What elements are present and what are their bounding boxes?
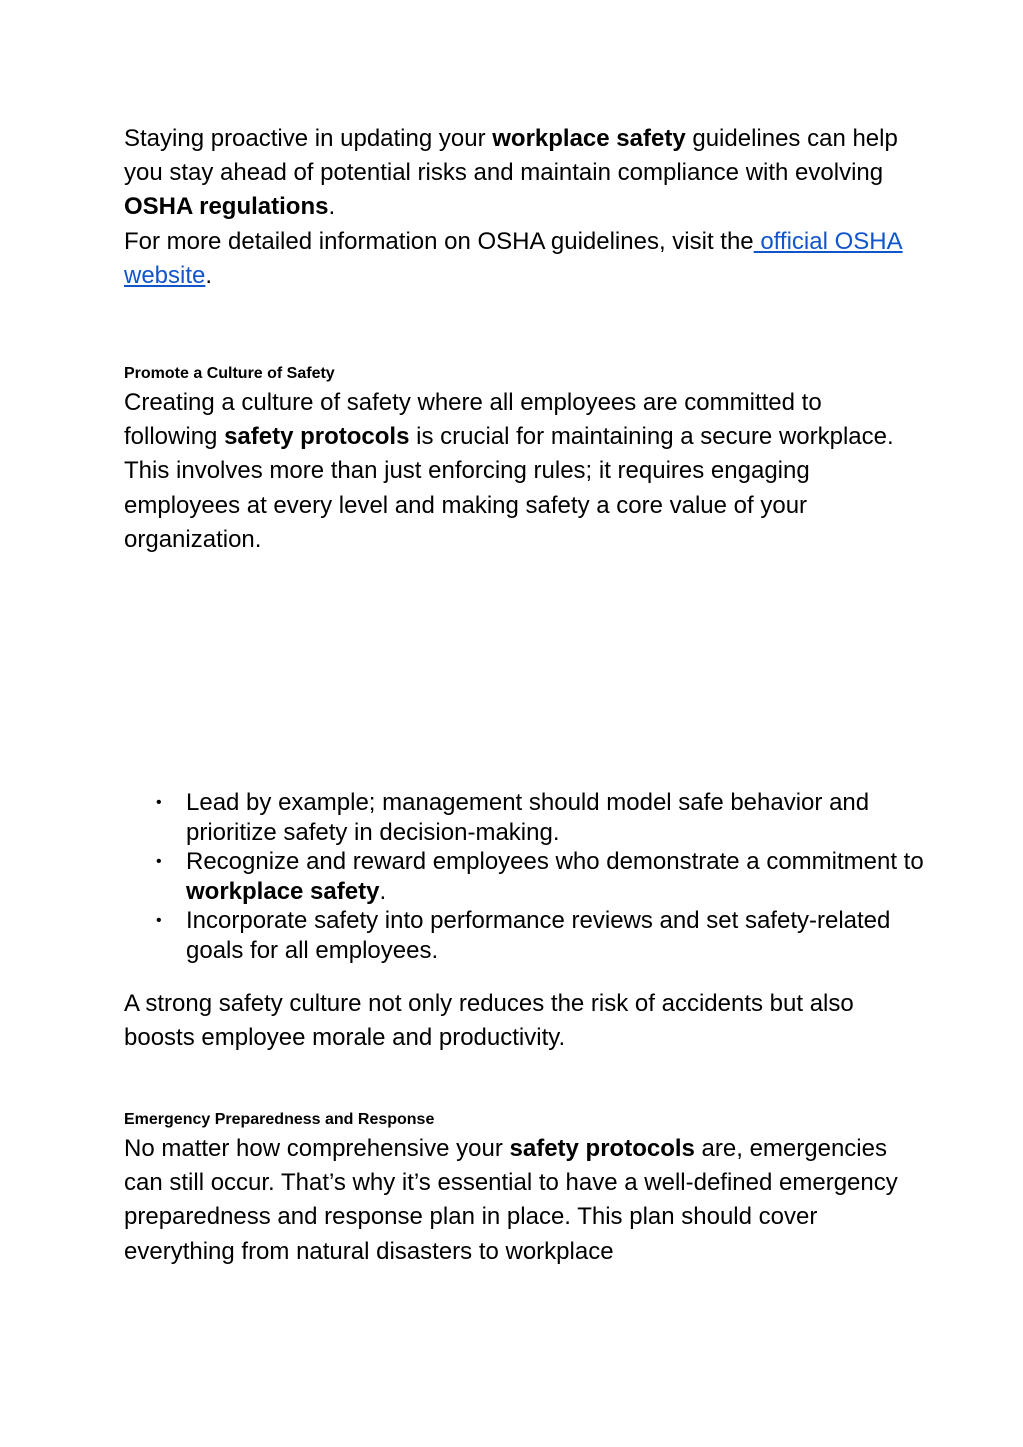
culture-text-2: is crucial for maintaining a secure workplace. This involves more than just enforcing rules; it requires engaging employees at every level and making safety a core value of your organization. bbox=[124, 423, 894, 553]
bullet-tail: . bbox=[379, 877, 387, 905]
culture-paragraph bbox=[124, 386, 914, 557]
list-item bbox=[156, 906, 946, 965]
culture-bold-safety-protocols: safety protocols bbox=[224, 423, 410, 451]
culture-closing-paragraph: A strong safety culture not only reduces the risk of accidents but also boosts employee morale and productivity. bbox=[124, 990, 854, 1052]
intro-text-1: Staying proactive in updating your bbox=[124, 125, 493, 152]
intro-text-2: guidelines can help you stay ahead of potential risks and maintain compliance with evolving bbox=[124, 125, 898, 187]
intro-bold-workplace-safety: workplace safety bbox=[492, 125, 686, 152]
bullet-bold-workplace-safety: workplace safety bbox=[186, 877, 380, 905]
emergency-text-2: are, emergencies can still occur. That’s why it’s essential to have a well-defined emergency preparedness and response plan in place. This plan should cover everything from natural disasters to workplace bbox=[124, 1135, 898, 1265]
emergency-bold-safety-protocols: safety protocols bbox=[509, 1135, 695, 1162]
official-osha-website-link[interactable]: official OSHA website bbox=[124, 227, 903, 289]
intro-text-3: . bbox=[328, 193, 336, 221]
bullet-text: Incorporate safety into performance reviews and set safety-related goals for all employees. bbox=[186, 907, 891, 964]
section-heading-emergency: Emergency Preparedness and Response bbox=[124, 1111, 435, 1128]
bullet-icon: • bbox=[156, 912, 162, 929]
bullet-icon: • bbox=[156, 853, 162, 870]
bullet-icon: • bbox=[156, 794, 162, 811]
list-item bbox=[156, 847, 946, 906]
osha-info-text: For more detailed information on OSHA guidelines, visit the bbox=[124, 227, 754, 255]
intro-bold-osha-regulations: OSHA regulations bbox=[124, 193, 329, 221]
culture-bullet-list bbox=[124, 788, 946, 965]
list-item bbox=[156, 788, 946, 847]
culture-text-1: Creating a culture of safety where all employees are committed to following bbox=[124, 389, 822, 451]
emergency-text-1: No matter how comprehensive your bbox=[124, 1135, 510, 1162]
bullet-text: Recognize and reward employees who demonstrate a commitment to bbox=[186, 848, 924, 875]
osha-info-period: . bbox=[205, 261, 213, 289]
emergency-paragraph bbox=[124, 1132, 914, 1269]
section-heading-culture: Promote a Culture of Safety bbox=[124, 365, 335, 382]
bullet-text: Lead by example; management should model safe behavior and prioritize safety in decision-making. bbox=[186, 789, 870, 846]
intro-paragraph bbox=[124, 122, 914, 293]
